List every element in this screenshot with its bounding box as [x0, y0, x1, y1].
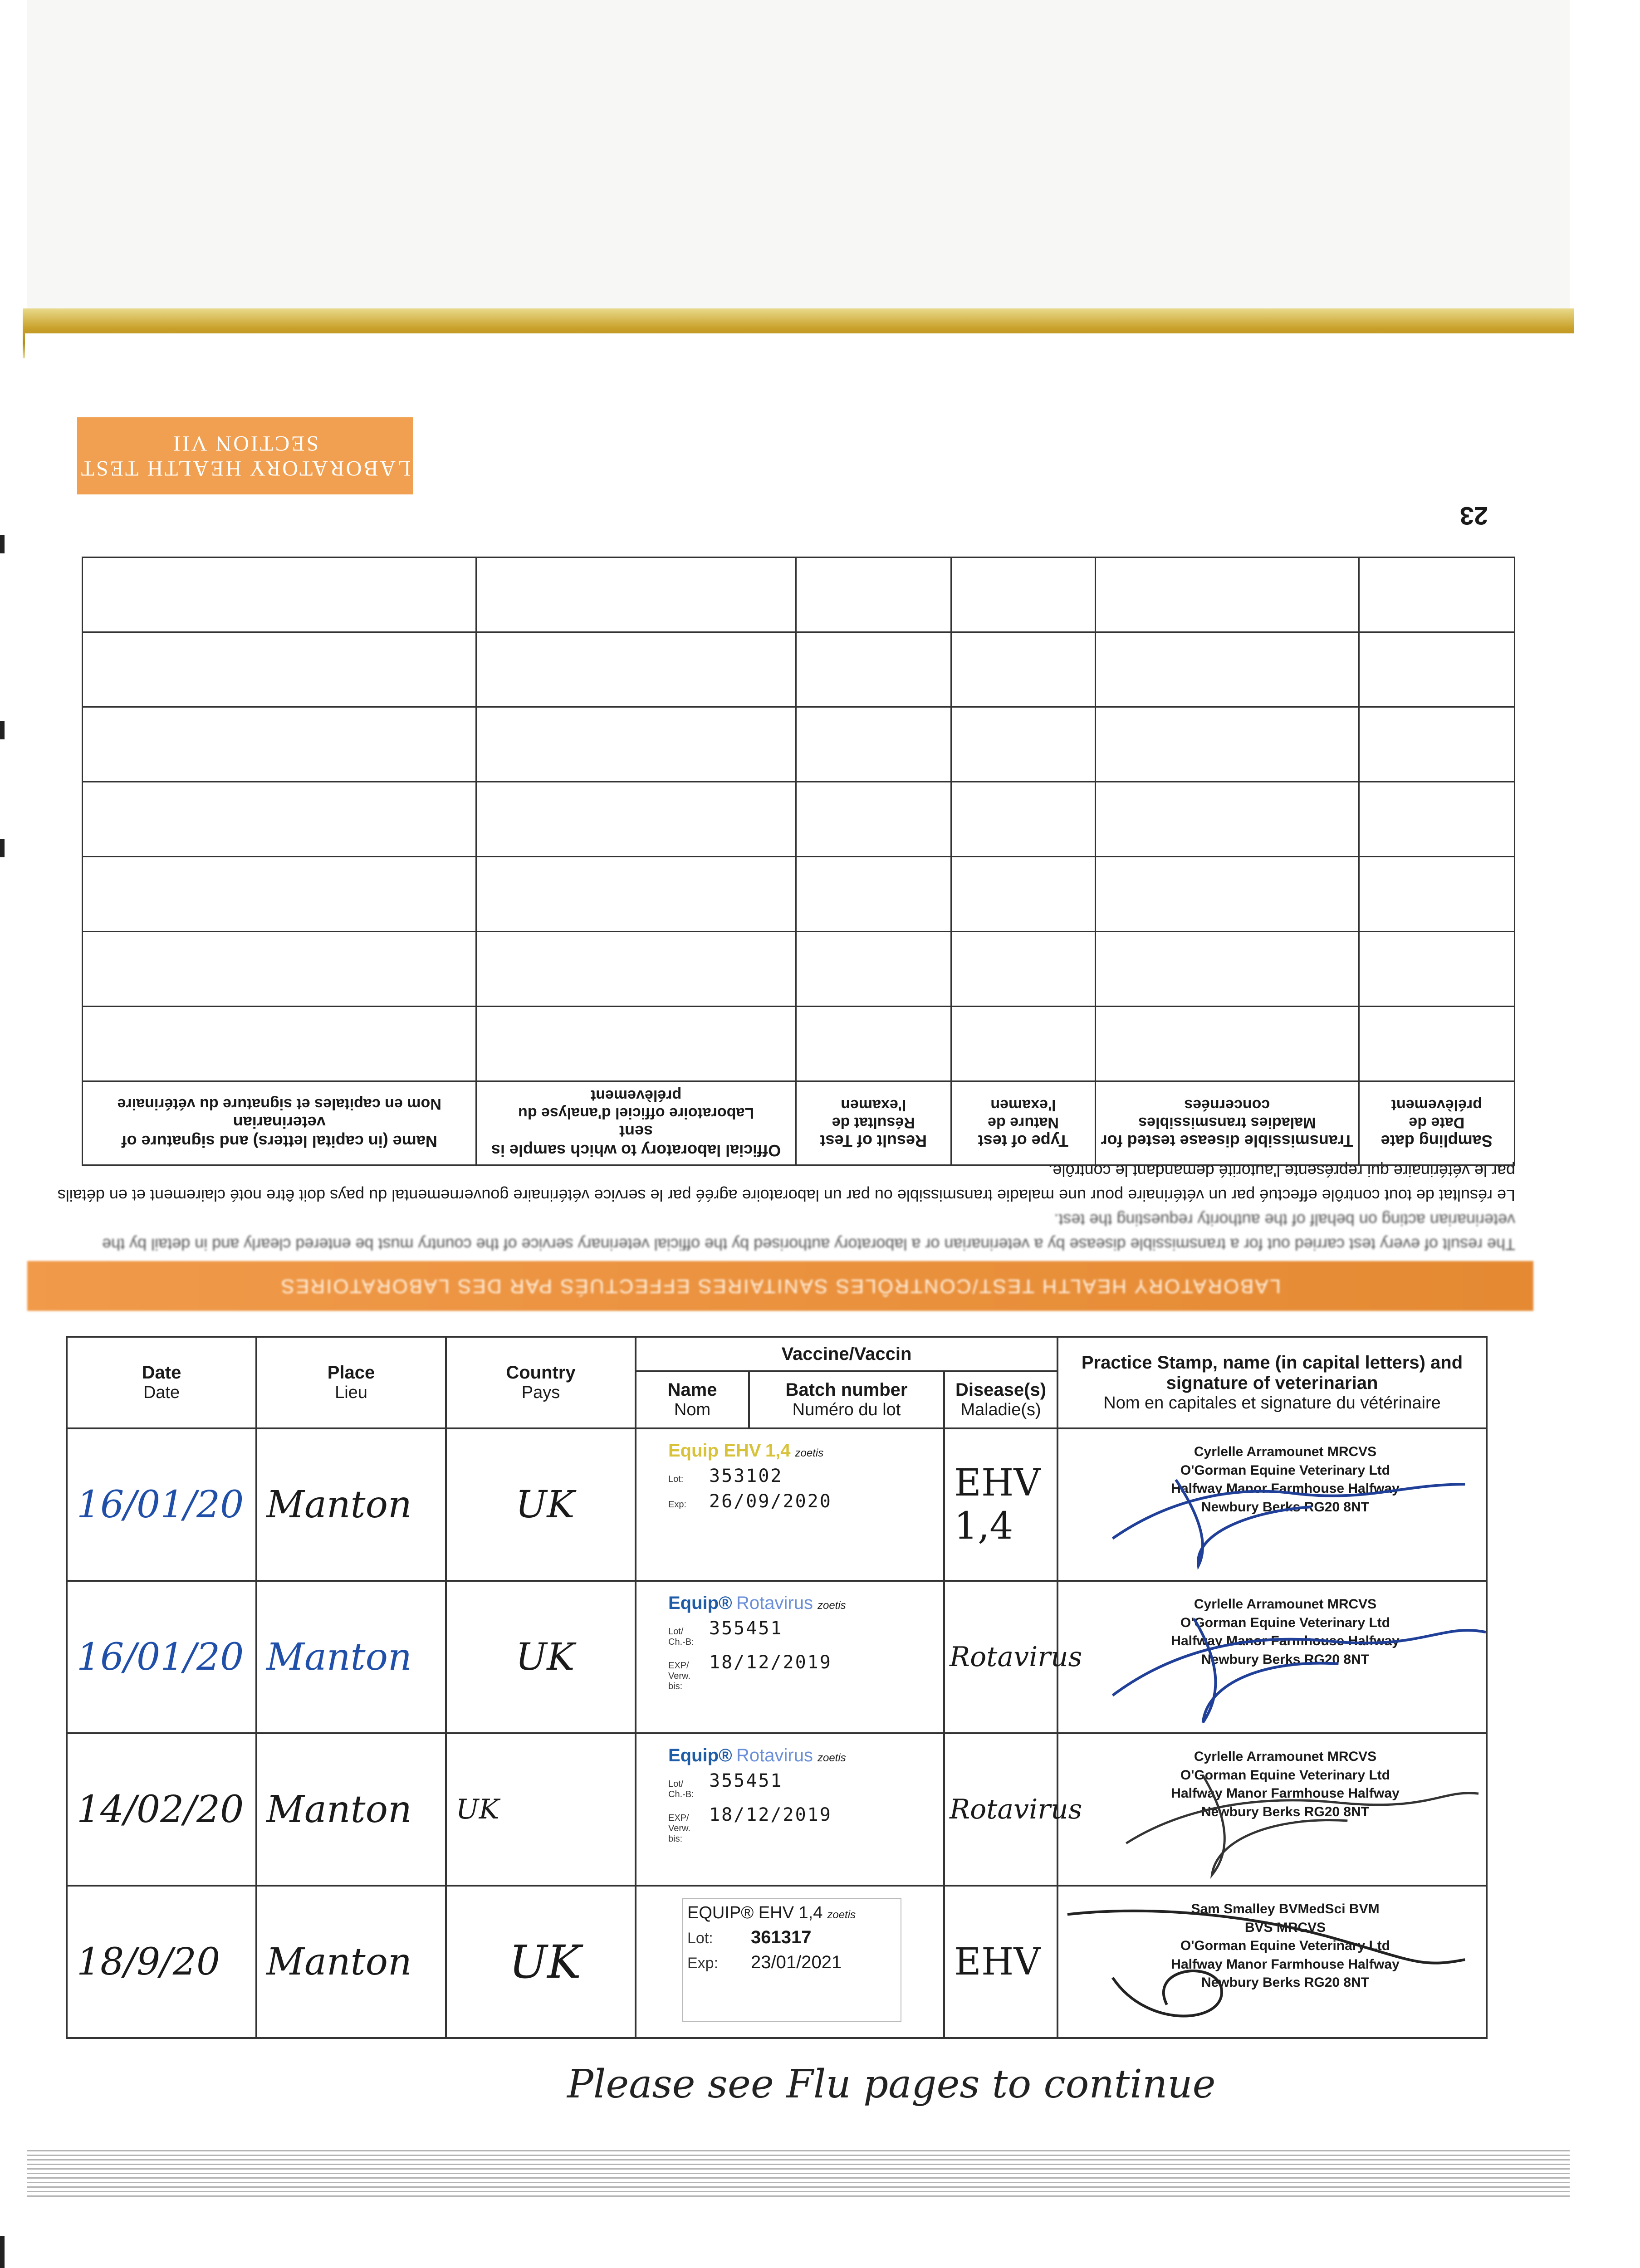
vet-stamp-cell — [1057, 1886, 1487, 2038]
vet-stamp-cell — [1057, 1428, 1487, 1581]
practice-stamp: Sam Smalley BVMedSci BVM BVS MRCVS O'Gorman Equine Veterinary Ltd Halfway Manor Farmhouse Halfway Newbury Berks RG20 8NT — [1171, 1901, 1400, 1990]
lot-key: Lot: — [668, 1474, 684, 1484]
vaccine-maker: zoetis — [817, 1599, 846, 1612]
lab-header-test-type: Type of test Nature de l'examen — [951, 1081, 1095, 1165]
vaccine-label-sticker — [636, 1733, 944, 1886]
lab-intro-en: The result of every test carried out for a transmissible disease by a veterinarian or a laboratory authorised by the official veterinary service of the country must be entered clearly and in detail by the veterinarian acting on behalf of the authority requesting the test. — [102, 1211, 1515, 1254]
header-vaccine: Vaccine/Vaccin — [636, 1337, 1057, 1371]
vaccine-brand: Equip EHV — [668, 1441, 761, 1461]
vax-disease: Rotavirus — [944, 1733, 1057, 1886]
batch-number: 355451 — [709, 1618, 783, 1639]
vaccine-label — [668, 1593, 909, 1716]
vaccine-brand-suffix: Rotavirus — [736, 1745, 813, 1765]
vaccine-maker: zoetis — [795, 1447, 824, 1459]
vaccine-label-sticker — [636, 1886, 944, 2038]
vax-date: 16/01/20 — [67, 1581, 256, 1733]
section-badge-number: SECTION VII — [171, 431, 319, 455]
section-badge-title: LABORATORY HEALTH TEST — [79, 456, 411, 480]
vax-disease: EHV 1,4 — [944, 1428, 1057, 1581]
page-top-margin — [27, 0, 1570, 318]
vaccine-brand: EQUIP® EHV — [687, 1903, 794, 1922]
header-batch-number: Batch number Numéro du lot — [749, 1371, 944, 1428]
vax-country: UK — [446, 1733, 636, 1886]
vax-disease: EHV — [944, 1886, 1057, 2038]
practice-stamp: Cyrlelle Arramounet MRCVS O'Gorman Equine Veterinary Ltd Halfway Manor Farmhouse Halfway Newbury Berks RG20 8NT — [1171, 1444, 1400, 1515]
vaccination-row — [67, 1886, 1487, 2038]
vaccine-label — [668, 1441, 909, 1563]
expiry-key: EXP/ Verw. bis: — [668, 1813, 690, 1844]
vax-place: Manton — [256, 1886, 446, 2038]
header-diseases: Disease(s) Maladie(s) — [944, 1371, 1057, 1428]
vaccination-row — [67, 1581, 1487, 1733]
expiry-date: 18/12/2019 — [709, 1804, 832, 1825]
lab-header-laboratory: Official laboratory to which sample is sent Laboratoire officiel d'analyse du prélèvement — [476, 1081, 796, 1165]
lab-empty-row — [83, 857, 1515, 932]
header-country: Country Pays — [446, 1337, 636, 1428]
expiry-date: 26/09/2020 — [709, 1491, 832, 1512]
scan-edge-mark — [0, 839, 5, 857]
header-practice-stamp: Practice Stamp, name (in capital letters) and signature of veterinarian Nom en capitales et signature du vétérinaire — [1057, 1337, 1487, 1428]
next-page-edge — [27, 2150, 1570, 2200]
header-date: Date Date — [67, 1337, 256, 1428]
vaccine-brand-suffix: 1,4 — [798, 1903, 823, 1922]
expiry-key: Exp: — [687, 1955, 719, 1972]
lab-header-result: Result of Test Résultat de l'examen — [796, 1081, 951, 1165]
header-vaccine-name: Name Nom — [636, 1371, 749, 1428]
vax-date: 14/02/20 — [67, 1733, 256, 1886]
vaccine-brand: Equip® — [668, 1593, 732, 1613]
vaccination-row — [67, 1733, 1487, 1886]
vaccine-brand-suffix: 1,4 — [765, 1441, 791, 1461]
lab-empty-row — [83, 557, 1515, 632]
vax-date: 18/9/20 — [67, 1886, 256, 2038]
vaccine-label-sticker — [636, 1428, 944, 1581]
practice-stamp: Cyrlelle Arramounet MRCVS O'Gorman Equine Veterinary Ltd Halfway Manor Farmhouse Halfway Newbury Berks RG20 8NT — [1171, 1749, 1400, 1819]
lab-empty-row — [83, 782, 1515, 857]
header-place: Place Lieu — [256, 1337, 446, 1428]
lab-empty-row — [83, 932, 1515, 1007]
expiry-date: 18/12/2019 — [709, 1652, 832, 1673]
vaccine-label — [682, 1898, 901, 2022]
vaccine-label-sticker — [636, 1581, 944, 1733]
vax-header-row — [67, 1337, 1487, 1371]
lab-header-veterinarian: Name (in capital letters) and signature of veterinarian Nom en capitales et signature du vétérinaire — [83, 1081, 476, 1165]
practice-stamp: Cyrlelle Arramounet MRCVS O'Gorman Equine Veterinary Ltd Halfway Manor Farmhouse Halfway Newbury Berks RG20 8NT — [1171, 1597, 1400, 1667]
vax-country: UK — [446, 1428, 636, 1581]
vet-stamp-cell — [1057, 1733, 1487, 1886]
lab-intro — [54, 1158, 1515, 1256]
vax-disease: Rotavirus — [944, 1581, 1057, 1733]
expiry-key: EXP/ Verw. bis: — [668, 1661, 690, 1691]
lot-key: Lot/ Ch.-B: — [668, 1627, 694, 1647]
lab-intro-fr: Le résultat de tout contrôle effectué par un vétérinaire pour une maladie transmissible ou par un laboratoire agréé par le service vétérinaire gouvernemental du pays doit être noté clairement et en détails par le vétérinaire qui représente l'autorité demandant le contrôle. — [57, 1162, 1515, 1205]
scan-edge-mark — [0, 535, 5, 553]
vaccination-row — [67, 1428, 1487, 1581]
lab-test-table — [82, 557, 1515, 1166]
expiry-date: 23/01/2021 — [751, 1952, 842, 1972]
expiry-key: Exp: — [668, 1500, 687, 1510]
vax-country: UK — [446, 1886, 636, 2038]
lab-banner: LABORATORY HEALTH TEST/CONTRÔLES SANITAIRES EFFECTUÉS PAR DES LABORATOIRES — [27, 1261, 1533, 1311]
scan-edge-mark — [0, 721, 5, 739]
lab-empty-row — [83, 632, 1515, 707]
batch-number: 355451 — [709, 1770, 783, 1791]
vaccination-table — [66, 1336, 1488, 2039]
vax-date: 16/01/20 — [67, 1428, 256, 1581]
section-badge — [77, 417, 413, 494]
lab-header-disease: Transmissible disease tested for Maladies transmissibles concernées — [1096, 1081, 1359, 1165]
scan-edge-mark — [0, 2236, 5, 2268]
vaccine-maker: zoetis — [827, 1909, 856, 1921]
batch-number: 353102 — [709, 1466, 783, 1486]
vaccine-maker: zoetis — [817, 1752, 846, 1764]
page-number: 23 — [1459, 502, 1488, 530]
lab-table-header — [83, 1081, 1515, 1165]
vax-place: Manton — [256, 1428, 446, 1581]
lab-test-section — [57, 354, 1515, 1311]
vaccine-brand: Equip® — [668, 1745, 732, 1765]
lot-key: Lot: — [687, 1930, 713, 1947]
batch-number: 361317 — [751, 1927, 812, 1947]
lab-empty-row — [83, 1007, 1515, 1081]
vax-place: Manton — [256, 1733, 446, 1886]
vax-country: UK — [446, 1581, 636, 1733]
vaccine-label — [668, 1745, 909, 1868]
vaccine-brand-suffix: Rotavirus — [736, 1593, 813, 1613]
vet-stamp-cell — [1057, 1581, 1487, 1733]
lab-empty-row — [83, 707, 1515, 782]
vax-place: Manton — [256, 1581, 446, 1733]
continuation-note: Please see Flu pages to continue — [567, 2062, 1216, 2107]
lot-key: Lot/ Ch.-B: — [668, 1779, 694, 1799]
lab-header-sampling-date: Sampling date Date de prélèvement — [1359, 1081, 1514, 1165]
